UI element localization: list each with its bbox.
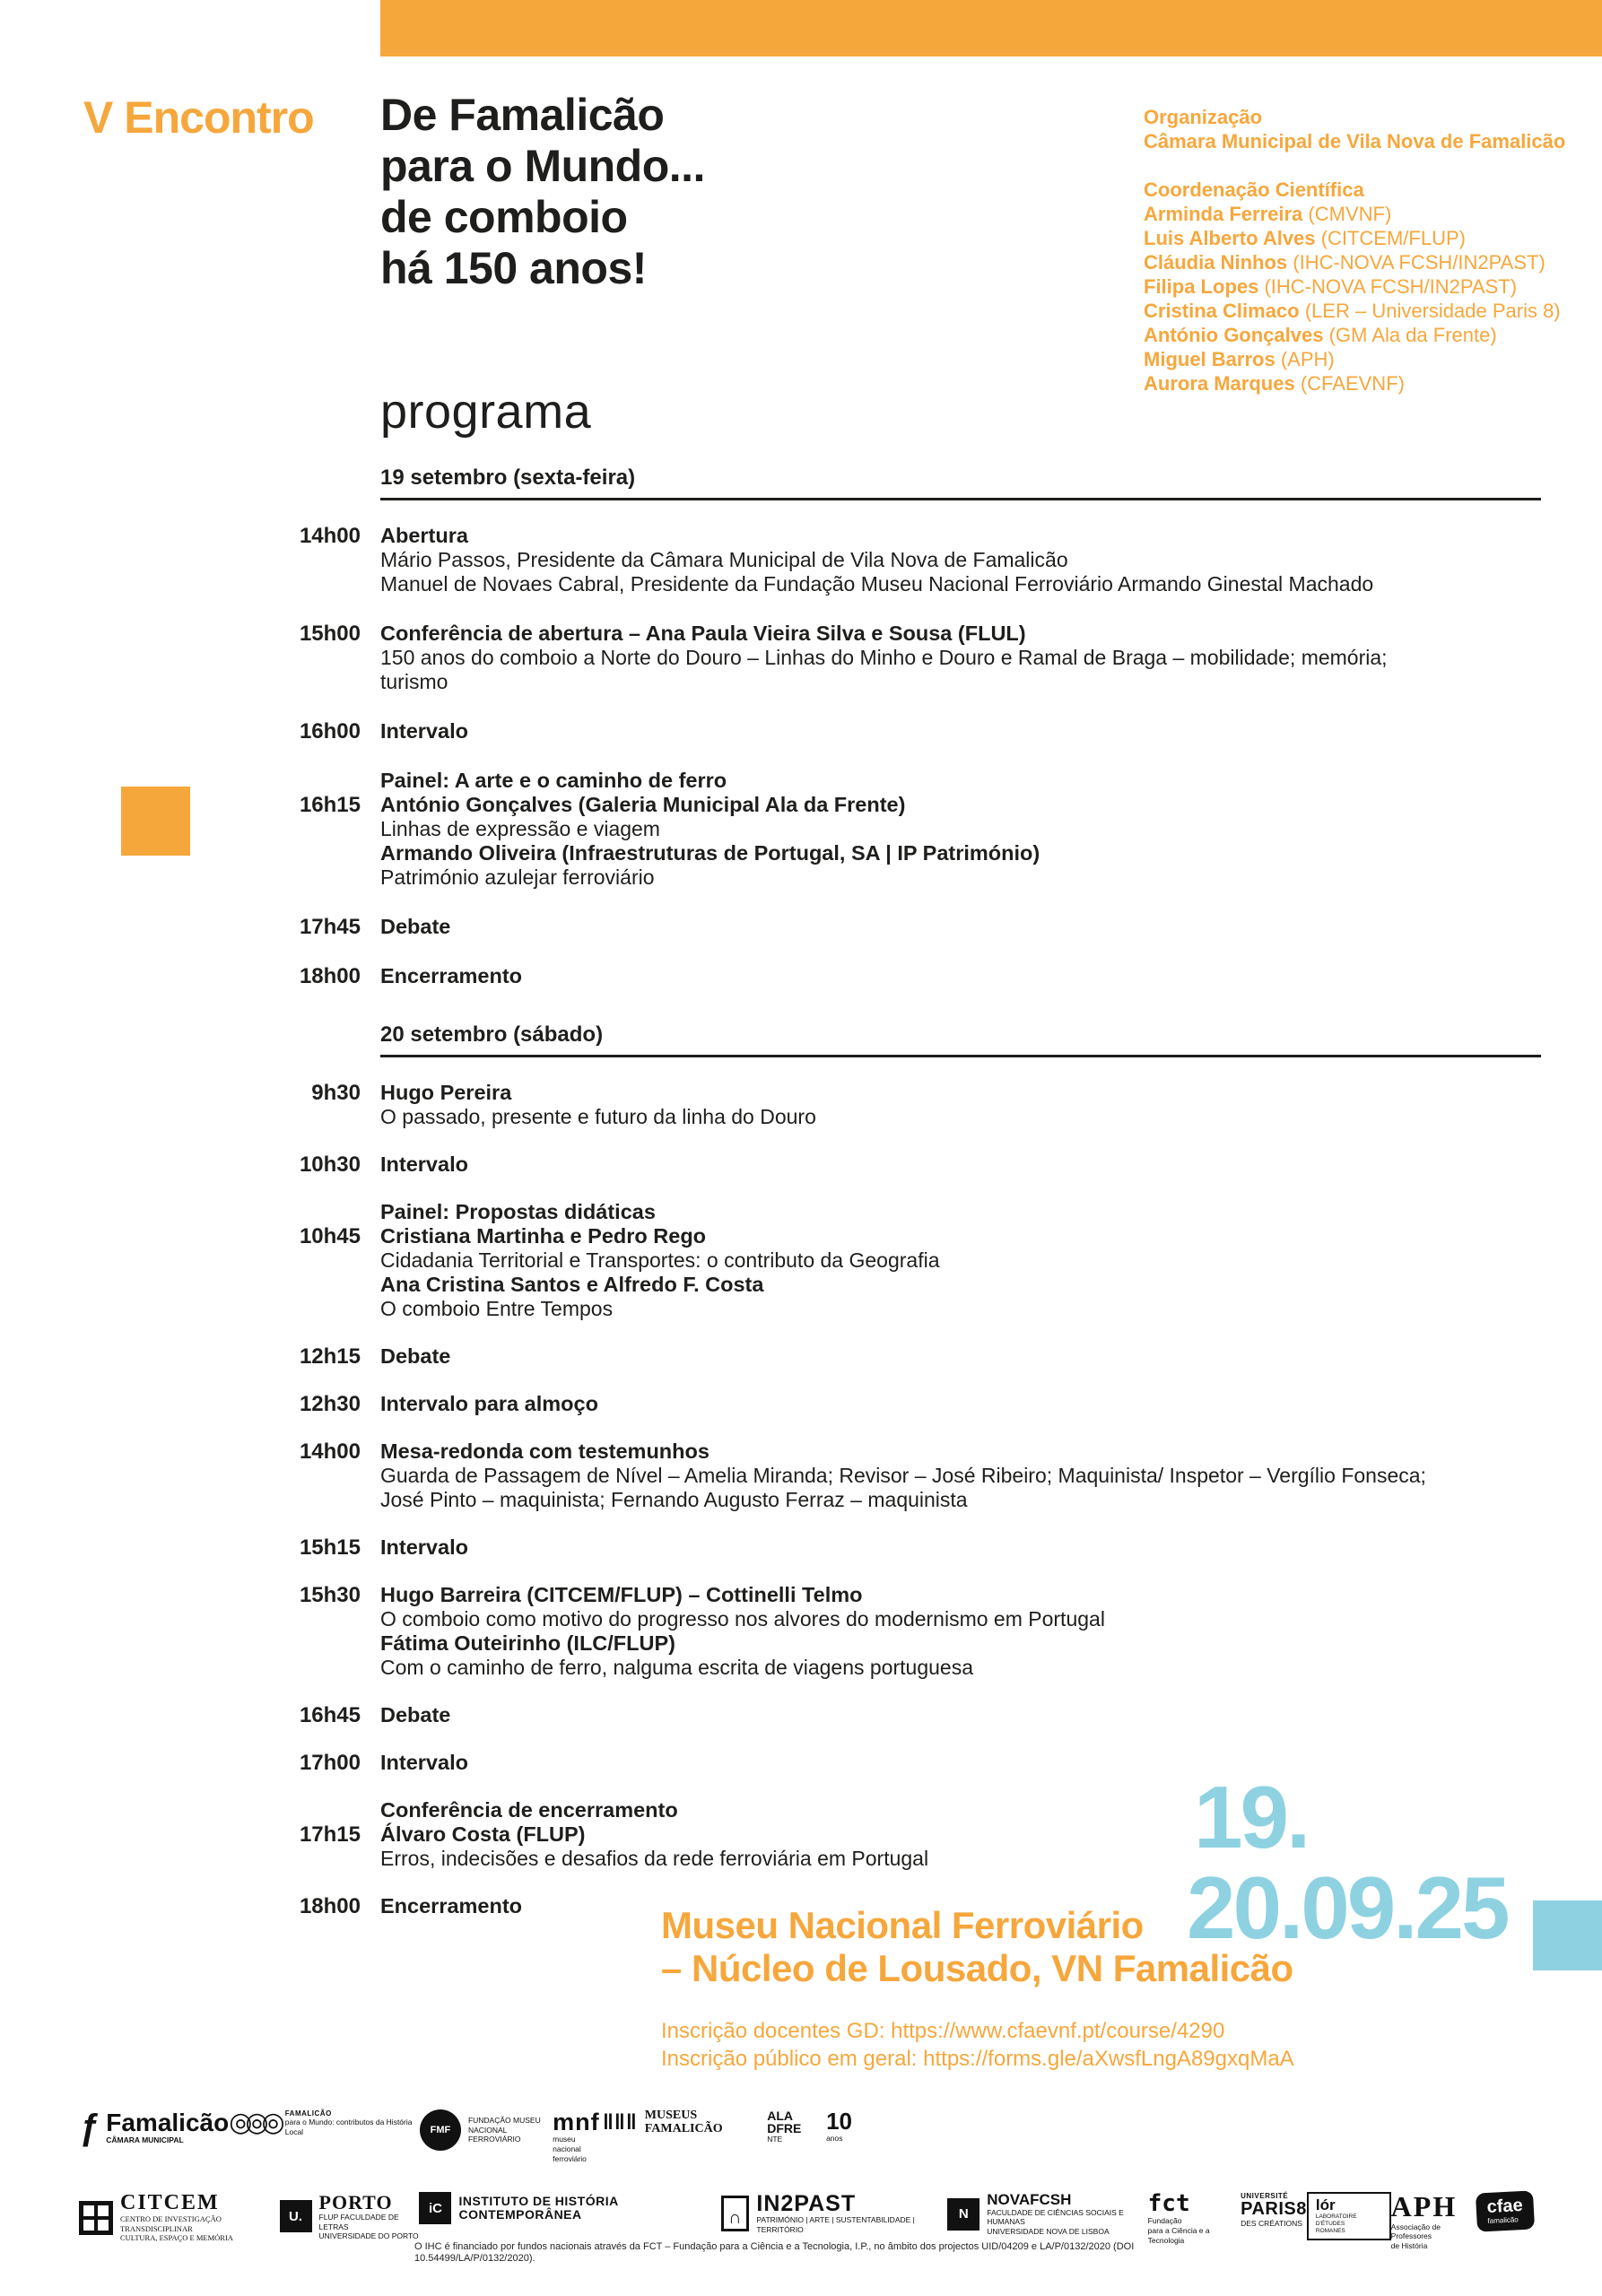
- entry-title: Hugo Barreira (CITCEM/FLUP) – Cottinelli Telmo: [380, 1583, 863, 1606]
- member-name: Cristina Climaco: [1144, 300, 1300, 322]
- day-entries: [278, 524, 1552, 988]
- logo-caption: anos: [826, 2134, 843, 2144]
- entry-lines: [380, 1583, 1537, 1680]
- date-day-1: 19.: [1194, 1768, 1309, 1866]
- in2past-icon: ∩: [721, 2196, 750, 2231]
- schedule-entry: [278, 769, 1552, 890]
- venue-line: Museu Nacional Ferroviário: [661, 1904, 1144, 1946]
- entry-title: Debate: [380, 1344, 451, 1368]
- entry-description: turismo: [380, 670, 448, 693]
- coordenacao-member: [1144, 347, 1592, 371]
- coordenacao-member: [1144, 202, 1592, 226]
- entry-time: 12h30: [299, 1392, 361, 1416]
- logo-caption: ROMANES: [1315, 2228, 1345, 2235]
- logo-text: [1241, 2192, 1307, 2229]
- entry-description: Guarda de Passagem de Nível – Amelia Miranda; Revisor – José Ribeiro; Maquinista/ Inspetor – Vergílio Fonseca;: [380, 1464, 1426, 1487]
- novafcsh-logo: [947, 2192, 1147, 2237]
- entry-time: 12h15: [299, 1344, 361, 1369]
- schedule-entry: [278, 1081, 1552, 1129]
- citcem-icon: [79, 2201, 113, 2235]
- logo-top-caption: UNIVERSITÉ: [1241, 2192, 1289, 2200]
- member-affiliation: (CMVNF): [1308, 203, 1392, 225]
- entry-lines: [380, 769, 1537, 890]
- entry-lines: [380, 622, 1537, 694]
- logo-caption: PATRIMÓNIO | ARTE | SUSTENTABILIDADE | TERRITÓRIO: [756, 2215, 915, 2234]
- entry-time: 18h00: [299, 1894, 361, 1918]
- famalicao-mundo-circles-icon: ◎◎◎: [229, 2108, 278, 2138]
- logo-label: lór: [1315, 2196, 1336, 2213]
- coordenacao-member: [1144, 299, 1592, 323]
- entry-title: Fátima Outeirinho (ILC/FLUP): [380, 1631, 675, 1655]
- organizacao-name: Câmara Municipal de Vila Nova de Famalicão: [1144, 130, 1566, 152]
- member-name: Aurora Marques: [1144, 372, 1295, 395]
- schedule-entry: [278, 719, 1552, 744]
- logo-top-caption: FAMALICÃO: [284, 2109, 332, 2118]
- entry-lines: [380, 1200, 1537, 1321]
- schedule-entry: [278, 1344, 1552, 1369]
- logo-caption: UNIVERSIDADE DO PORTO: [318, 2231, 419, 2241]
- member-affiliation: (IHC-NOVA FCSH/IN2PAST): [1293, 251, 1545, 274]
- venue-block: [661, 1904, 1293, 1990]
- logo-caption: para a Ciência e a Tecnologia: [1147, 2225, 1210, 2245]
- entry-lines: [380, 1344, 1537, 1369]
- entry-lines: [380, 1751, 1537, 1775]
- famalicao-camara-municipal-icon: ƒ: [79, 2108, 100, 2147]
- logo-caption: FACULDADE DE CIÊNCIAS SOCIAIS E HUMANAS: [987, 2207, 1124, 2227]
- orange-square-decoration: [121, 787, 190, 856]
- coordenacao-member: [1144, 274, 1592, 299]
- coordenacao-member: [1144, 371, 1592, 396]
- entry-panel-title: Conferência de encerramento: [380, 1798, 678, 1822]
- logo-caption: FUNDAÇÃO MUSEU: [467, 2116, 541, 2126]
- ala-da-frente-logo: [767, 2109, 826, 2144]
- entry-title: Debate: [380, 1703, 451, 1726]
- schedule-entry: [278, 1200, 1552, 1321]
- entry-lines: [380, 1152, 1537, 1177]
- logo-label: 10: [826, 2108, 852, 2135]
- schedule-entry: [278, 1703, 1552, 1727]
- coordenacao-member: [1144, 226, 1592, 250]
- entry-panel-title: Painel: Propostas didáticas: [380, 1200, 656, 1223]
- day-header: 19 setembro (sexta-feira): [380, 465, 636, 490]
- logo-caption: UNIVERSIDADE NOVA DE LISBOA: [987, 2227, 1110, 2237]
- entry-time: 14h00: [299, 524, 361, 548]
- entry-lines: [380, 1703, 1537, 1727]
- entry-time: 17h00: [299, 1751, 361, 1775]
- fundacao-museu-nacional-ferroviario-icon: FMF: [420, 2109, 461, 2151]
- museus-famalicao-logo: [603, 2109, 767, 2135]
- member-affiliation: (LER – Universidade Paris 8): [1304, 300, 1561, 322]
- logo-label: ALA DFRE: [767, 2109, 802, 2135]
- entry-title: Intervalo: [380, 719, 468, 743]
- schedule-entry: [278, 1535, 1552, 1560]
- entry-lines: [380, 524, 1537, 596]
- citcem-logo: [79, 2192, 280, 2243]
- inscription-teachers-link[interactable]: Inscrição docentes GD: https://www.cfaevnf.pt/course/4290: [661, 2019, 1225, 2043]
- member-affiliation: (CITCEM/FLUP): [1320, 227, 1466, 249]
- member-name: Luis Alberto Alves: [1144, 227, 1316, 249]
- logo-caption: LABORATOIRE D'ÉTUDES: [1315, 2213, 1357, 2227]
- member-name: Miguel Barros: [1144, 348, 1276, 370]
- logo-caption: DES CRÉATIONS: [1241, 2219, 1302, 2228]
- universite-paris8-logo: [1241, 2192, 1307, 2229]
- logo-label: PORTO: [318, 2191, 393, 2213]
- entry-time: 16h00: [299, 719, 361, 744]
- schedule-day-1: [278, 465, 1552, 1013]
- venue-line: – Núcleo de Lousado, VN Famalicão: [661, 1947, 1293, 1989]
- logo-caption: famalicão: [1487, 2215, 1519, 2226]
- entry-time: 10h30: [299, 1152, 361, 1177]
- logo-text: [1148, 2192, 1241, 2245]
- schedule-entry: [278, 1392, 1552, 1416]
- inscription-public-link[interactable]: Inscrição público em geral: https://forms.gle/aXwsfLngA89gxqMaA: [661, 2047, 1294, 2071]
- entry-title: Armando Oliveira (Infraestruturas de Portugal, SA | IP Património): [380, 841, 1040, 865]
- entry-panel-title: Painel: A arte e o caminho de ferro: [380, 769, 727, 792]
- entry-description: Linhas de expressão e viagem: [380, 817, 660, 840]
- title-line: de comboio: [380, 192, 628, 242]
- entry-title: Álvaro Costa (FLUP): [380, 1822, 586, 1846]
- uporto-flup-icon: U.: [280, 2200, 312, 2232]
- logo-label: Famalicão: [106, 2109, 230, 2136]
- entry-time: 17h45: [299, 915, 361, 939]
- title-line: para o Mundo...: [380, 141, 705, 191]
- entry-time: 9h30: [311, 1081, 361, 1105]
- entry-title: Debate: [380, 915, 451, 938]
- member-name: Filipa Lopes: [1144, 275, 1259, 298]
- logo-text: [120, 2192, 280, 2243]
- schedule-entry: [278, 1751, 1552, 1775]
- logo-text: [468, 2116, 553, 2144]
- partner-logos-row-1: [79, 2109, 852, 2163]
- uporto-flup-logo: [280, 2192, 420, 2241]
- logo-text: [319, 2192, 420, 2241]
- entry-title: Intervalo para almoço: [380, 1392, 598, 1415]
- logo-caption: museu nacional: [553, 2135, 581, 2153]
- entry-title: Encerramento: [380, 1894, 523, 1918]
- logo-text: [987, 2192, 1147, 2237]
- logo-caption: FLUP FACULDADE DE LETRAS: [318, 2213, 399, 2231]
- entry-time: 15h30: [299, 1583, 361, 1607]
- coordenacao-member: [1144, 250, 1592, 274]
- entry-description: José Pinto – maquinista; Fernando Augusto Ferraz – maquinista: [380, 1488, 968, 1511]
- schedule-entry: [278, 1152, 1552, 1177]
- entry-description: Com o caminho de ferro, nalguma escrita de viagens portuguesa: [380, 1656, 973, 1679]
- entry-title: António Gonçalves (Galeria Municipal Ala da Frente): [380, 793, 906, 816]
- logo-text: [1316, 2197, 1382, 2235]
- entry-title: Intervalo: [380, 1152, 468, 1176]
- famalicao-mundo-circles-logo: [229, 2109, 420, 2136]
- member-name: Arminda Ferreira: [1144, 203, 1303, 225]
- coordenacao-member: [1144, 323, 1592, 347]
- cfae-logo: [1476, 2190, 1535, 2231]
- schedule-entry: [278, 964, 1552, 988]
- member-affiliation: (CFAEVNF): [1300, 372, 1405, 395]
- entry-title: Encerramento: [380, 964, 523, 987]
- logo-text: [826, 2109, 852, 2144]
- entry-time: 15h00: [299, 622, 361, 646]
- entry-time: 16h45: [299, 1703, 361, 1727]
- entry-title: Abertura: [380, 524, 468, 547]
- novafcsh-icon: N: [947, 2198, 979, 2231]
- logo-text: [756, 2192, 947, 2235]
- member-affiliation: (GM Ala da Frente): [1328, 324, 1497, 346]
- entry-lines: [380, 1392, 1537, 1416]
- schedule-entry: [278, 915, 1552, 939]
- logo-text: [458, 2195, 720, 2221]
- logo-caption: NACIONAL FERROVIÁRIO: [467, 2125, 521, 2144]
- logo-label: NOVAFCSH: [987, 2191, 1072, 2208]
- logo-caption: ferroviário: [553, 2153, 587, 2163]
- date-day-2-full: 20.09.25: [1187, 1858, 1508, 1957]
- logo-caption: CULTURA, ESPAÇO E MEMÓRIA: [120, 2233, 233, 2243]
- museus-famalicao-icon: ‖‖‖: [602, 2109, 638, 2135]
- aph-logo: [1391, 2192, 1476, 2250]
- entry-title: Intervalo: [380, 1751, 468, 1774]
- logo-label: cfae: [1486, 2195, 1524, 2218]
- mnf-museu-nacional-ferroviario-logo: [553, 2109, 603, 2163]
- page-title: [380, 90, 705, 294]
- blue-square-decoration: [1533, 1900, 1602, 1970]
- organizacao-heading: Organização: [1144, 106, 1263, 128]
- entry-title: Cristiana Martinha e Pedro Rego: [380, 1224, 707, 1248]
- logo-text: [645, 2109, 767, 2135]
- famalicao-camara-municipal-logo: [79, 2109, 229, 2145]
- member-affiliation: (IHC-NOVA FCSH/IN2PAST): [1264, 275, 1518, 298]
- entry-description: Manuel de Novaes Cabral, Presidente da Fundação Museu Nacional Ferroviário Armando Ginestal Machado: [380, 572, 1374, 596]
- entry-time: 15h15: [299, 1535, 361, 1560]
- entry-time: 14h00: [299, 1439, 361, 1464]
- entry-title: Ana Cristina Santos e Alfredo F. Costa: [380, 1273, 764, 1296]
- logo-label: CITCEM: [120, 2191, 220, 2214]
- schedule-entry: [278, 1583, 1552, 1680]
- entry-lines: [380, 964, 1537, 988]
- schedule-entry: [278, 524, 1552, 596]
- logo-label: mnf: [553, 2109, 600, 2135]
- entry-title: Intervalo: [380, 1535, 468, 1559]
- logo-text: [106, 2109, 229, 2145]
- entry-description: 150 anos do comboio a Norte do Douro – Linhas do Minho e Douro e Ramal de Braga – mobilidade; memória;: [380, 646, 1388, 669]
- logo-caption: de História: [1390, 2240, 1428, 2250]
- day-header: 20 setembro (sábado): [380, 1022, 604, 1047]
- entry-description: O passado, presente e futuro da linha do Douro: [380, 1105, 816, 1128]
- entry-title: Mesa-redonda com testemunhos: [380, 1439, 710, 1463]
- title-line: De Famalicão: [380, 90, 665, 140]
- entry-lines: [380, 915, 1537, 939]
- logo-label: fct: [1147, 2190, 1190, 2217]
- entry-description: Mário Passos, Presidente da Câmara Municipal de Vila Nova de Famalicão: [380, 548, 1068, 571]
- logo-label: INSTITUTO DE HISTÓRIA CONTEMPORÂNEA: [458, 2194, 619, 2222]
- fundacao-museu-nacional-ferroviario-logo: [420, 2109, 553, 2151]
- schedule-entry: [278, 622, 1552, 694]
- logo-caption: NTE: [767, 2135, 783, 2144]
- entry-lines: [380, 1081, 1537, 1129]
- logo-label: PARIS8: [1241, 2199, 1307, 2219]
- entry-description: Património azulejar ferroviário: [380, 865, 655, 889]
- top-orange-bar: [380, 0, 1602, 57]
- entry-time: 18h00: [299, 964, 361, 988]
- entry-lines: [380, 1535, 1537, 1560]
- logo-caption: para o Mundo: contributos da História Local: [284, 2118, 413, 2136]
- member-affiliation: (APH): [1280, 348, 1335, 370]
- entry-lines: [380, 1439, 1537, 1512]
- logo-caption: CÂMARA MUNICIPAL: [106, 2135, 184, 2145]
- entry-time: 10h45: [299, 1224, 361, 1248]
- logo-caption: CENTRO DE INVESTIGAÇÃO TRANSDISCIPLINAR: [120, 2214, 222, 2233]
- member-name: António Gonçalves: [1144, 324, 1324, 346]
- 10-anos-logo: [826, 2109, 852, 2144]
- title-line: há 150 anos!: [380, 243, 647, 293]
- logo-text: [285, 2109, 420, 2136]
- entry-title: Conferência de abertura – Ana Paula Vieira Silva e Sousa (FLUL): [380, 622, 1026, 645]
- ihc-logo: [419, 2192, 720, 2224]
- member-name: Cláudia Ninhos: [1144, 251, 1288, 274]
- spacer: [1144, 153, 1592, 178]
- entry-time: 17h15: [299, 1822, 361, 1847]
- entry-description: O comboio Entre Tempos: [380, 1297, 614, 1320]
- in2past-logo: [721, 2192, 948, 2235]
- ihc-icon: iC: [419, 2192, 451, 2224]
- day-header-rule: [380, 1055, 1541, 1057]
- day-header-rule: [380, 498, 1541, 500]
- logo-caption: Fundação: [1147, 2216, 1182, 2226]
- entry-description: O comboio como motivo do progresso nos alvores do modernismo em Portugal: [380, 1607, 1105, 1631]
- organization-block: [1144, 105, 1592, 396]
- entry-lines: [380, 719, 1537, 744]
- logo-text: [1391, 2192, 1476, 2250]
- event-series-label: V Encontro: [83, 92, 314, 143]
- schedule-entry: [278, 1439, 1552, 1512]
- coordenacao-heading: Coordenação Científica: [1144, 178, 1364, 201]
- entry-description: Erros, indecisões e desafios da rede ferroviária em Portugal: [380, 1847, 929, 1870]
- logo-caption: Associação de Professores: [1390, 2222, 1441, 2241]
- logo-label: APH: [1390, 2190, 1458, 2222]
- programa-heading: programa: [380, 385, 592, 439]
- ihc-funding-note: O IHC é financiado por fundos nacionais através da FCT – Fundação para a Ciência e a Tecnologia, I.P., no âmbito dos projectos UID/04209 e LA/P/0132/2020 (DOI 10.54499/LA/P/0132/2020).: [414, 2241, 1135, 2264]
- ler-laboratoire-etudes-romanes-logo: [1307, 2192, 1391, 2240]
- logo-text: [767, 2109, 826, 2144]
- entry-time: 16h15: [299, 793, 361, 817]
- fct-logo: [1148, 2192, 1241, 2245]
- coordenacao-list: [1144, 202, 1592, 396]
- logo-label: MUSEUS FAMALICÃO: [644, 2109, 723, 2135]
- logo-text: [553, 2109, 603, 2163]
- entry-title: Hugo Pereira: [380, 1081, 512, 1104]
- logo-text: [1486, 2196, 1524, 2226]
- inscription-block: [661, 2017, 1294, 2073]
- logo-label: IN2PAST: [756, 2191, 857, 2216]
- entry-description: Cidadania Territorial e Transportes: o contributo da Geografia: [380, 1248, 940, 1272]
